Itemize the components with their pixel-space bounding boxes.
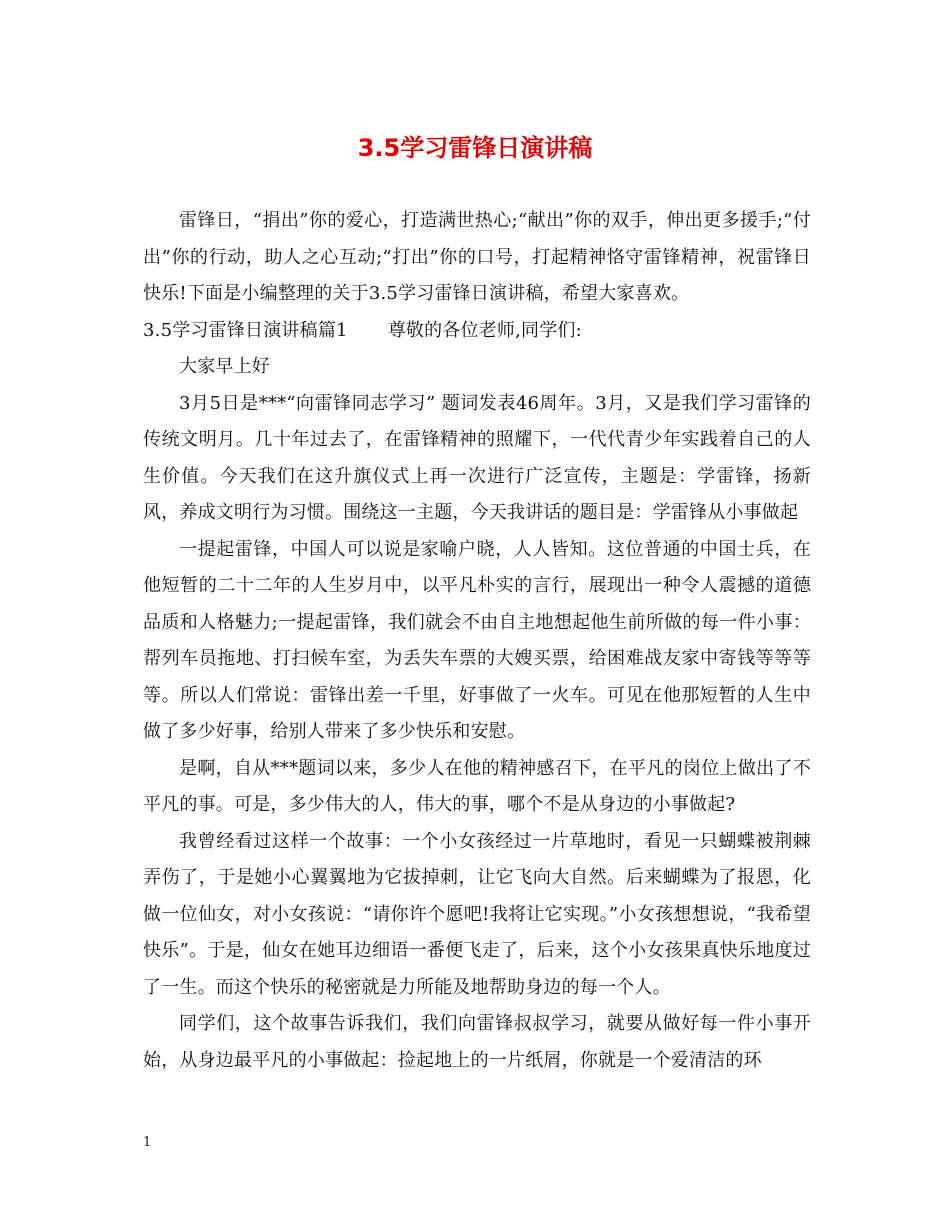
intro-paragraph: 雷锋日，“捐出”你的爱心，打造满世热心;“献出”你的双手，伸出更多援手;“付出”你的行动，助人之心互动;“打出”你的口号，打起精神恪守雷锋精神，祝雷锋日快乐!下面是小编整理的关于3.5学习雷锋日演讲稿，希望大家喜欢。 <box>143 210 811 304</box>
body-paragraph-2: 一提起雷锋，中国人可以说是家喻户晓，人人皆知。这位普通的中国士兵，在他短暂的二十二年的人生岁月中，以平凡朴实的言行，展现出一种令人震撼的道德品质和人格魅力;一提起雷锋，我们就会不由自主地想起他生前所做的每一件小事：帮列车员拖地、打扫候车室，为丢失车票的大嫂买票，给困难战友家中寄钱等等等等。所以人们常说：雷锋出差一千里，好事做了一火车。可见在他那短暂的人生中做了多少好事，给别人带来了多少快乐和安慰。 <box>143 538 811 742</box>
document-body <box>143 203 811 1079</box>
body-paragraph-3: 是啊，自从***题词以来，多少人在他的精神感召下，在平凡的岗位上做出了不平凡的事。可是，多少伟大的人，伟大的事，哪个不是从身边的小事做起? <box>143 757 811 815</box>
greeting-paragraph: 大家早上好 <box>179 356 270 377</box>
salutation: 尊敬的各位老师,同学们: <box>387 319 582 341</box>
body-paragraph-4: 我曾经看过这样一个故事：一个小女孩经过一片草地时，看见一只蝴蝶被荆棘弄伤了，于是她小心翼翼地为它拔掉刺，让它飞向大自然。后来蝴蝶为了报恩，化做一位仙女，对小女孩说：“请你许个愿吧!我将让它实现。”小女孩想想说，“我希望快乐”。于是，仙女在她耳边细语一番便飞走了，后来，这个小女孩果真快乐地度过了一生。而这个快乐的秘密就是力所能及地帮助身边的每一个人。 <box>143 830 811 998</box>
document-title: 3.5学习雷锋日演讲稿 <box>357 134 593 162</box>
body-paragraph-1: 3月5日是***“向雷锋同志学习” 题词发表46周年。3月，又是我们学习雷锋的传统文明月。几十年过去了，在雷锋精神的照耀下，一代代青少年实践着自己的人生价值。今天我们在这升旗仪式上再一次进行广泛宣传，主题是：学雷锋，扬新风，养成文明行为习惯。围绕这一主题，今天我讲话的题目是：学雷锋从小事做起 <box>143 392 811 523</box>
section-heading-line <box>143 313 811 350</box>
section-heading: 3.5学习雷锋日演讲稿篇1 <box>143 319 348 341</box>
body-paragraph-5: 同学们，这个故事告诉我们，我们向雷锋叔叔学习，就要从做好每一件小事开始，从身边最平凡的小事做起：捡起地上的一片纸屑，你就是一个爱清洁的环 <box>143 1013 811 1071</box>
page-number: 1 <box>143 1135 152 1150</box>
